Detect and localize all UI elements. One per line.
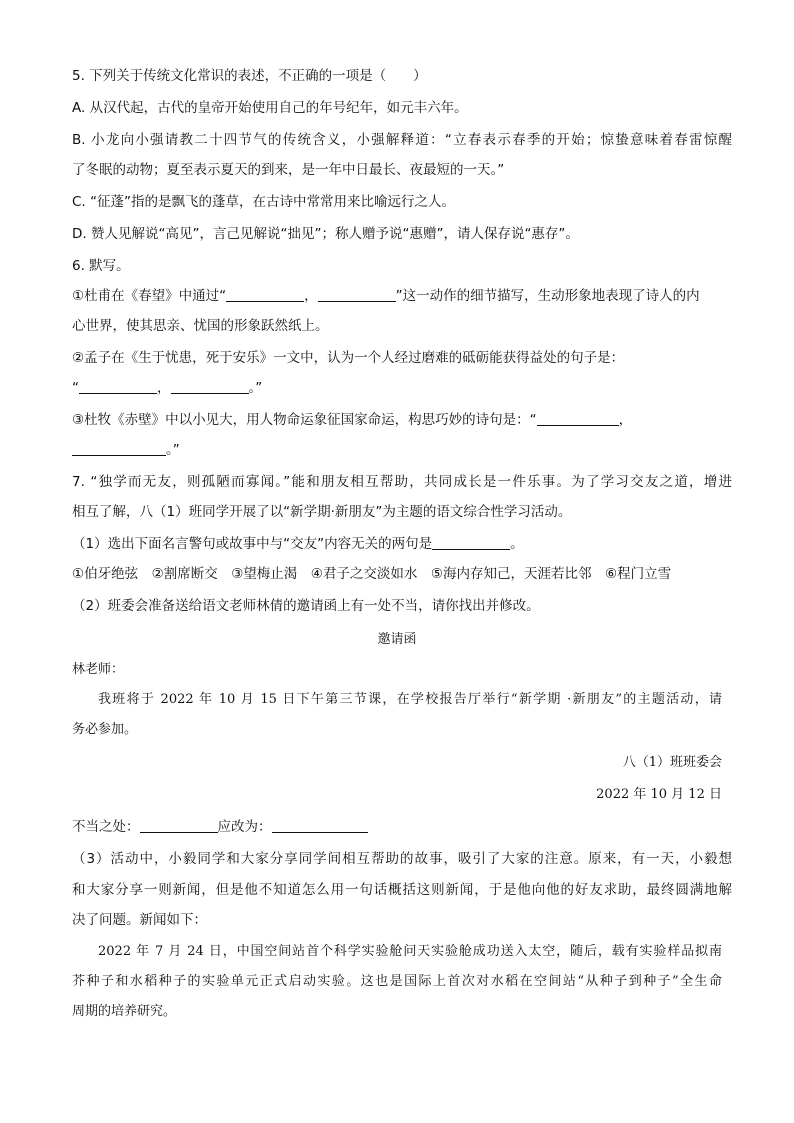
question-6-item-1: ①杜甫在《春望》中通过“ ， ”这一动作的细节描写，生动形象地表现了诗人的内 xyxy=(72,288,700,304)
answer-blank[interactable] xyxy=(171,379,249,394)
question-7-part-3-line2: 和大家分享一则新闻，但是他不知道怎么用一句话概括这则新闻，于是他向他的好友求助，最终圆满地解 xyxy=(72,882,732,898)
question-7-intro-line1: 7. “独学而无友，则孤陋而寡闻。”能和朋友相互帮助，共同成长是一件乐事。为了学习交友之道，增进 xyxy=(72,474,732,490)
question-5-option-b-line2: 了冬眠的动物；夏至表示夏天的到来，是一年中日最长、夜最短的一天。” xyxy=(72,162,505,178)
question-5-option-b-line1: B. 小龙向小强请教二十四节气的传统含义，小强解释道：“立春表示春季的开始；惊蛰意味着春雷惊醒 xyxy=(72,132,732,148)
question-7-options: ①伯牙绝弦 ②割席断交 ③望梅止渴 ④君子之交淡如水 ⑤海内存知己，天涯若比邻 ⑥程门立雪 xyxy=(72,566,672,582)
answer-blank[interactable] xyxy=(72,441,166,456)
question-7-intro-line2: 相互了解，八（1）班同学开展了以“新学期·新朋友”为主题的语文综合性学习活动。 xyxy=(72,504,572,520)
question-6-item-1-cont: 心世界，使其思亲、忧国的形象跃然纸上。 xyxy=(72,318,329,334)
question-6-item-2-answer: “ ， 。” xyxy=(72,380,263,396)
answer-blank[interactable] xyxy=(79,379,157,394)
answer-blank[interactable] xyxy=(226,287,304,302)
invitation-date: 2022 年 10 月 12 日 xyxy=(596,787,722,802)
question-5-stem: 5. 下列关于传统文化常识的表述，不正确的一项是（ ） xyxy=(72,68,427,84)
answer-blank[interactable] xyxy=(318,287,396,302)
answer-blank[interactable] xyxy=(140,818,218,833)
answer-blank[interactable] xyxy=(432,535,510,550)
invitation-greeting: 林老师： xyxy=(72,662,125,677)
question-5-option-c: C. “征蓬”指的是飘飞的蓬草，在古诗中常常用来比喻远行之人。 xyxy=(72,194,455,210)
question-6-item-3-cont: 。” xyxy=(72,440,732,460)
answer-blank[interactable] xyxy=(537,411,619,426)
question-6-stem: 6. 默写。 xyxy=(72,258,130,274)
question-7-correction: 不当之处： 应改为： xyxy=(72,817,732,837)
question-6-item-3: ③杜牧《赤壁》中以小见大，用人物命运象征国家命运，构思巧妙的诗句是：“ ， xyxy=(72,412,633,428)
invitation-body-line2: 务必参加。 xyxy=(72,722,138,737)
question-6-item-2: ②孟子在《生于忧患，死于安乐》一文中，认为一个人经过磨难的砥砺能获得益处的句子是： xyxy=(72,350,625,366)
news-line3: 周期的培养研究。 xyxy=(72,1004,177,1019)
invitation-signature: 八（1）班班委会 xyxy=(622,755,722,770)
invitation-title: 邀请函 xyxy=(377,632,417,647)
question-7-part-3-line1: （3）活动中，小毅同学和大家分享同学间相互帮助的故事，吸引了大家的注意。原来，有一天，小毅想 xyxy=(72,851,732,867)
question-7-part-2: （2）班委会准备送给语文老师林倩的邀请函上有一处不当，请你找出并修改。 xyxy=(72,598,540,614)
invitation-body-line1: 我班将于 2022 年 10 月 15 日下午第三节课，在学校报告厅举行“新学期 ·新朋友”的主题活动，请 xyxy=(98,692,722,707)
question-5-option-d: D. 赞人见解说“高见”，言己见解说“拙见”；称人赠予说“惠赠”，请人保存说“惠存”。 xyxy=(72,226,579,242)
news-line2: 芥种子和水稻种子的实验单元正式启动实验。这也是国际上首次对水稻在空间站“从种子到种子”全生命 xyxy=(72,974,722,989)
answer-blank[interactable] xyxy=(272,818,368,833)
question-7-part-1: （1）选出下面名言警句或故事中与“交友”内容无关的两句是 。 xyxy=(72,536,524,552)
question-7-part-3-line3: 决了问题。新闻如下： xyxy=(72,912,207,928)
question-5-option-a: A. 从汉代起，古代的皇帝开始使用自己的年号纪年，如元丰六年。 xyxy=(72,100,468,116)
news-line1: 2022 年 7 月 24 日，中国空间站首个科学实验舱问天实验舱成功送入太空，随后，载有实验样品拟南 xyxy=(98,944,722,959)
